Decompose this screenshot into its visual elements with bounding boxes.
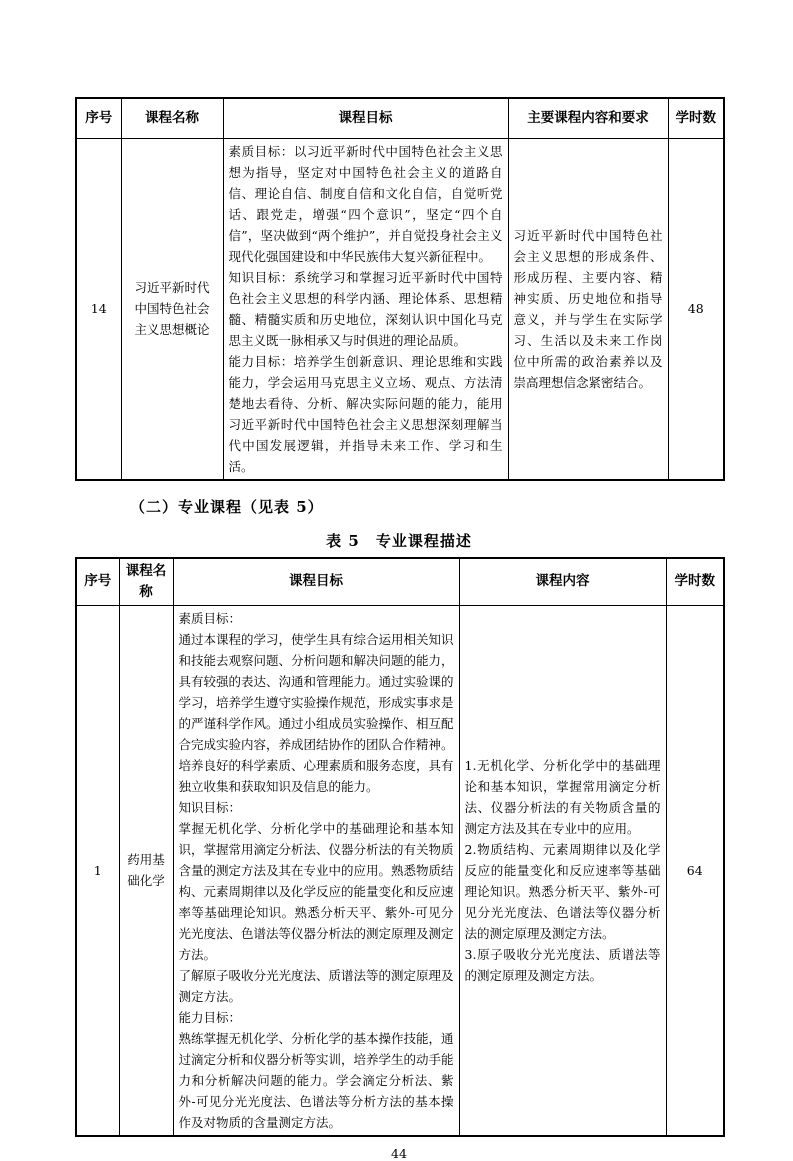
objective-paragraph: 知识目标： <box>178 799 242 815</box>
table1-cell-objectives <box>223 138 508 480</box>
objective-paragraph: 熟练掌握无机化学、分析化学的基本操作技能，通过滴定分析和仪器分析等实训，培养学生的动手能力和分析解决问题的能力。学会滴定分析法、紫外-可见分光光度法、色谱法等分析方法的基本操作及对物质的含量测定方法。 <box>178 1030 454 1130</box>
objective-paragraph: 能力目标： <box>178 1009 242 1025</box>
table1-header-objectives: 课程目标 <box>223 98 508 138</box>
table2-header-row <box>76 558 724 606</box>
table1-header-row <box>76 98 724 138</box>
ideology-course-table <box>75 97 725 481</box>
table2-cell-hours: 64 <box>666 605 724 1136</box>
objective-paragraph: 素质目标：以习近平新时代中国特色社会主义思想为指导，坚定对中国特色社会主义的道路自信、理论自信、制度自信和文化自信，自觉听党话、跟党走，增强“四个意识”，坚定“四个自信”，坚决做到“两个维护”，并自觉投身社会主义现代化强国建设和中华民族伟大复兴新征程中。 <box>228 143 503 264</box>
table5-title: 表 5 专业课程描述 <box>326 531 472 550</box>
page-number: 44 <box>391 1145 407 1161</box>
table2-cell-no: 1 <box>76 605 119 1136</box>
content-paragraph: 习近平新时代中国特色社会主义思想的形成条件、形成历程、主要内容、精神实质、历史地位和指导意义，并与学生在实际学习、生活以及未来工作岗位中所需的政治素养以及崇高理想信念紧密结合。 <box>513 227 663 390</box>
table1-header-course-name: 课程名称 <box>121 98 223 138</box>
table2-header-hours: 学时数 <box>666 558 724 606</box>
table1-cell-course-name: 习近平新时代中国特色社会主义思想概论 <box>121 138 223 480</box>
major-course-table <box>75 557 725 1137</box>
objective-paragraph: 知识目标：系统学习和掌握习近平新时代中国特色社会主义思想的科学内涵、理论体系、思想精髓、精髓实质和历史地位，深刻认识中国化马克思主义既一脉相承又与时俱进的理论品质。 <box>228 269 503 348</box>
objective-paragraph: 能力目标：培养学生创新意识、理论思维和实践能力，学会运用马克思主义立场、观点、方法清楚地去看待、分析、解决实际问题的能力，能用习近平新时代中国特色社会主义思想深刻理解当代中国发展逻辑，并指导未来工作、学习和生活。 <box>228 353 503 474</box>
table2-cell-content <box>459 605 666 1136</box>
table1-header-no: 序号 <box>76 98 121 138</box>
table2-header-objectives: 课程目标 <box>173 558 459 606</box>
table2-cell-objectives <box>173 605 459 1136</box>
content-item: 3.原子吸收分光光度法、质谱法等的测定原理及测定方法。 <box>464 946 661 983</box>
objective-paragraph: 通过本课程的学习，使学生具有综合运用相关知识和技能去观察问题、分析问题和解决问题的能力，具有较强的表达、沟通和管理能力。通过实验课的学习，培养学生遵守实验操作规范，形成实事求是的严谨科学作风。通过小组成员实验操作、相互配合完成实验内容，养成团结协作的团队合作精神。培养良好的科学素质、心理素质和服务态度，具有独立收集和获取知识及信息的能力。 <box>178 631 454 794</box>
objective-paragraph: 掌握无机化学、分析化学中的基础理论和基本知识，掌握常用滴定分析法、仪器分析法的有关物质含量的测定方法及其在专业中的应用。熟悉物质结构、元素周期律以及化学反应的能量变化和反应速率等基础理论知识。熟悉分析天平、紫外-可见分光光度法、色谱法等仪器分析法的测定原理及测定方法。 <box>178 820 454 962</box>
objective-paragraph: 素质目标： <box>178 610 242 626</box>
table1-row <box>76 138 724 480</box>
objective-paragraph: 了解原子吸收分光光度法、质谱法等的测定原理及测定方法。 <box>178 967 454 1004</box>
table2-header-no: 序号 <box>76 558 119 606</box>
table1-header-content: 主要课程内容和要求 <box>508 98 668 138</box>
content-item: 2.物质结构、元素周期律以及化学反应的能量变化和反应速率等基础理论知识。熟悉分析天平、紫外-可见分光光度法、色谱法等仪器分析法的测定原理及测定方法。 <box>464 841 661 941</box>
table2-header-course-name: 课程名称 <box>119 558 173 606</box>
table1-cell-no: 14 <box>76 138 121 480</box>
section-heading: （二）专业课程（见表 5） <box>130 497 324 516</box>
table1-cell-content <box>508 138 668 480</box>
table2-row <box>76 605 724 1136</box>
table1-cell-hours: 48 <box>668 138 724 480</box>
content-item: 1.无机化学、分析化学中的基础理论和基本知识，掌握常用滴定分析法、仪器分析法的有关物质含量的测定方法及其在专业中的应用。 <box>464 757 661 836</box>
table2-header-content: 课程内容 <box>459 558 666 606</box>
table1-header-hours: 学时数 <box>668 98 724 138</box>
table2-cell-course-name: 药用基础化学 <box>119 605 173 1136</box>
